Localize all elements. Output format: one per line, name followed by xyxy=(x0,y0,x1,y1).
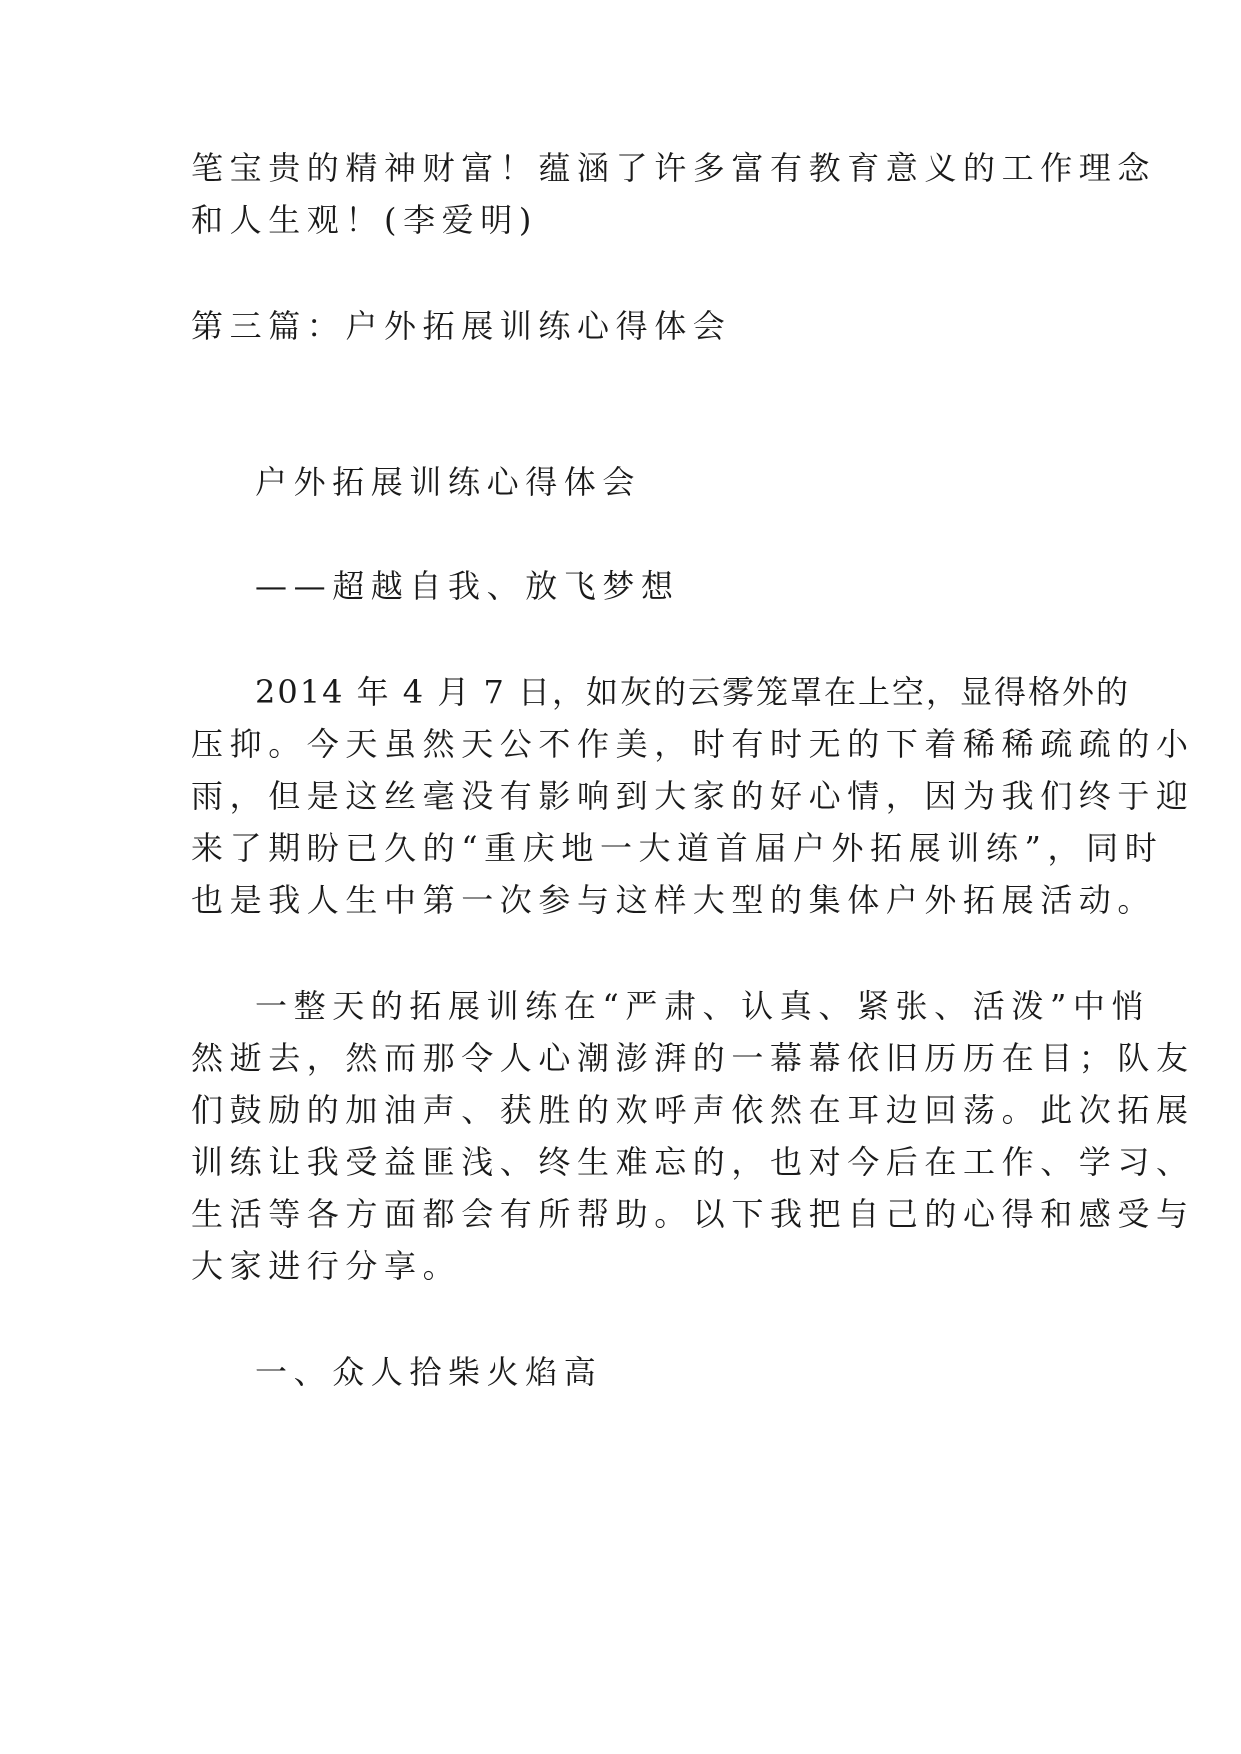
intro-line-1: 笔宝贵的精神财富！蕴涵了许多富有教育意义的工作理念 xyxy=(191,149,1157,187)
paragraph2-line-5: 生活等各方面都会有所帮助。以下我把自己的心得和感受与 xyxy=(191,1195,1195,1233)
paragraph1-line-4: 来了期盼已久的“重庆地一大道首届户外拓展训练”，同时 xyxy=(191,829,1164,867)
paragraph2-line-3: 们鼓励的加油声、获胜的欢呼声依然在耳边回荡。此次拓展 xyxy=(191,1091,1195,1129)
section-one-heading: 一、众人拾柴火焰高 xyxy=(255,1353,603,1391)
article-title: 户外拓展训练心得体会 xyxy=(255,463,642,501)
paragraph1-line-3: 雨，但是这丝毫没有影响到大家的好心情，因为我们终于迎 xyxy=(191,777,1195,815)
paragraph2-line-1: 一整天的拓展训练在“严肃、认真、紧张、活泼”中悄 xyxy=(255,987,1151,1025)
paragraph1-line-1: 2014 年 4 月 7 日，如灰的云雾笼罩在上空，显得格外的 xyxy=(255,673,1131,711)
intro-line-2: 和人生观！(李爱明) xyxy=(191,201,538,239)
paragraph1-line-5: 也是我人生中第一次参与这样大型的集体户外拓展活动。 xyxy=(191,881,1157,919)
section-heading: 第三篇：户外拓展训练心得体会 xyxy=(191,307,732,345)
paragraph1-line-2: 压抑。今天虽然天公不作美，时有时无的下着稀稀疏疏的小 xyxy=(191,725,1195,763)
paragraph2-line-6: 大家进行分享。 xyxy=(191,1247,462,1285)
paragraph2-line-4: 训练让我受益匪浅、终生难忘的，也对今后在工作、学习、 xyxy=(191,1143,1195,1181)
paragraph2-line-2: 然逝去，然而那令人心潮澎湃的一幕幕依旧历历在目；队友 xyxy=(191,1039,1195,1077)
article-subtitle: ——超越自我、放飞梦想 xyxy=(255,567,680,605)
